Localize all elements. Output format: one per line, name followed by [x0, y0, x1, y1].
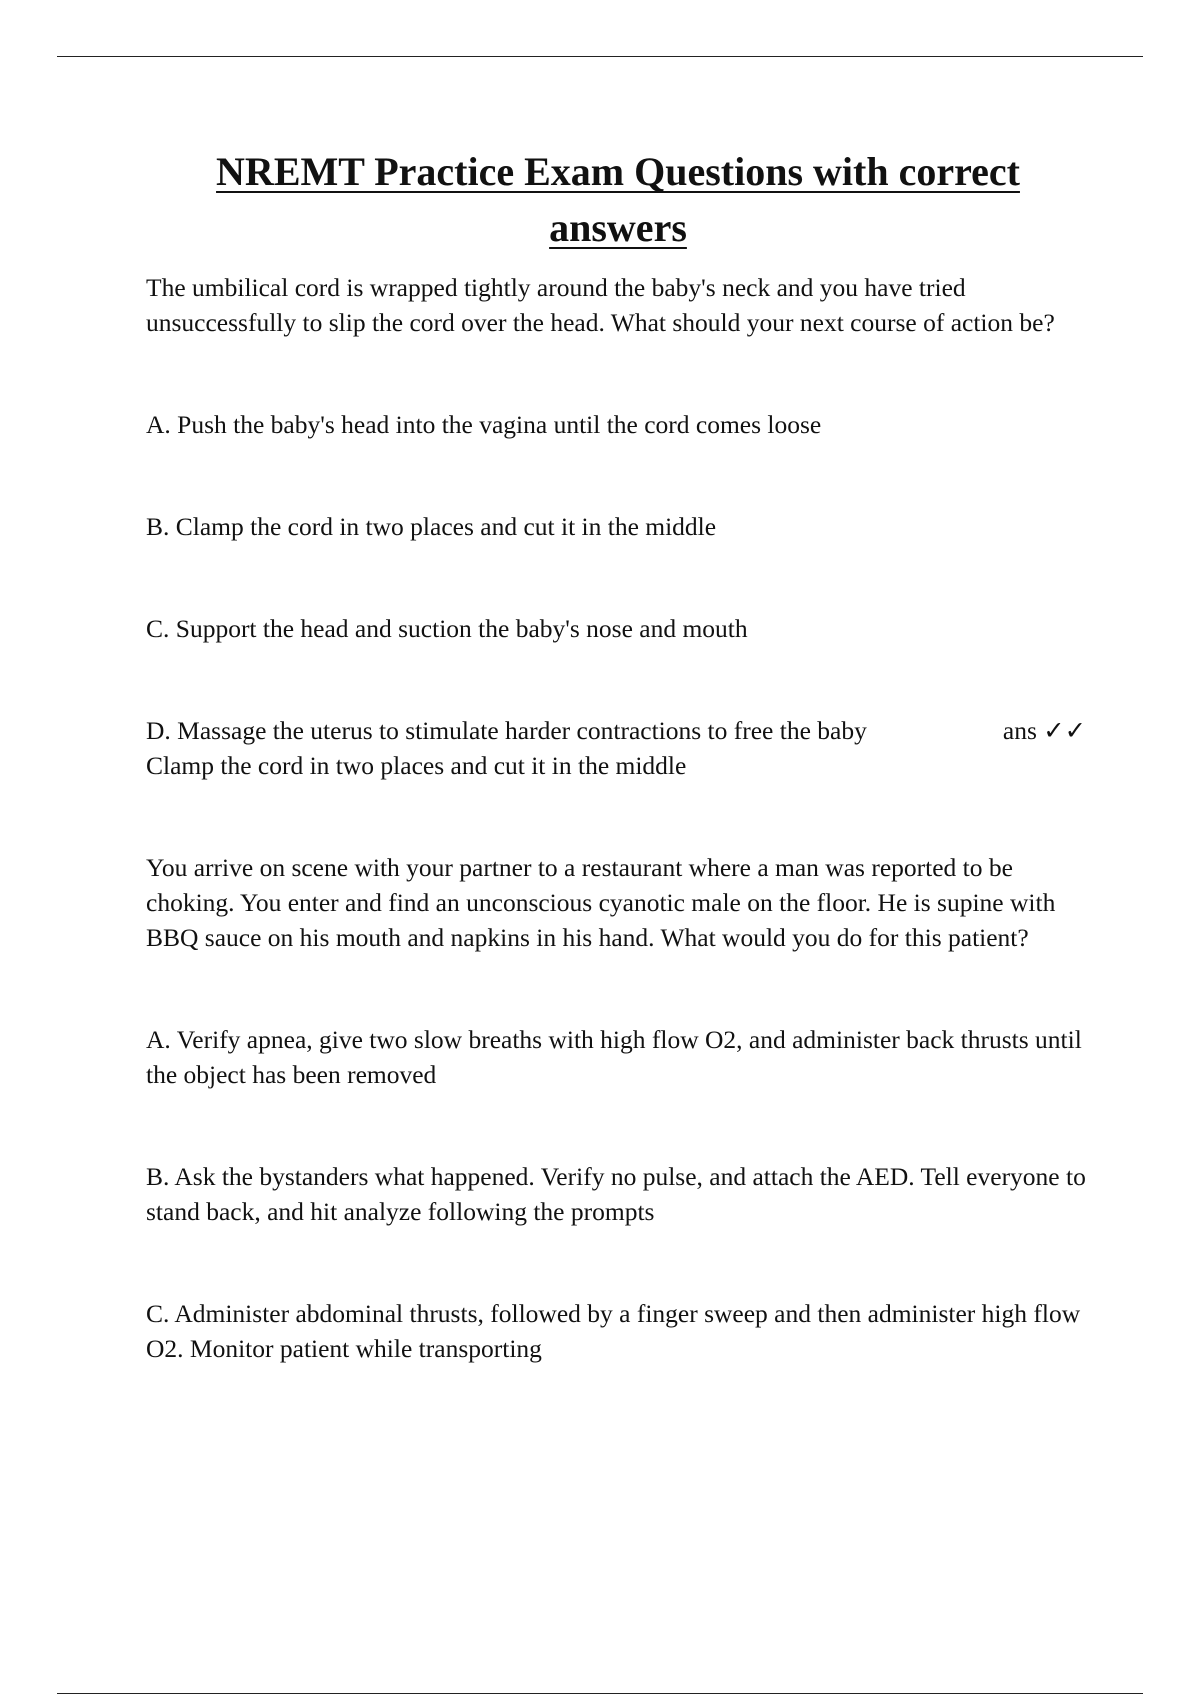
- option-b: B. Clamp the cord in two places and cut it in the middle: [146, 512, 717, 541]
- option-c: C. Support the head and suction the baby's nose and mouth: [146, 614, 748, 643]
- question-prompt: You arrive on scene with your partner to a restaurant where a man was reported to be choking. You enter and find an unconscious cyanotic male on the floor. He is supine with BBQ sauce on his mouth and napkins in his hand. What would you do for this patient?: [146, 853, 1056, 952]
- title-line-1: NREMT Practice Exam Questions with correct: [216, 149, 1020, 194]
- option-d: D. Massage the uterus to stimulate harder contractions to free the baby: [146, 716, 867, 745]
- document-body: [146, 270, 1086, 1366]
- answer-marker: ans ✓✓: [1002, 716, 1086, 745]
- option-d-with-answer: [146, 713, 1086, 783]
- option-a: A. Push the baby's head into the vagina until the cord comes loose: [146, 410, 822, 439]
- option-c: C. Administer abdominal thrusts, followed by a finger sweep and then administer high flow O2. Monitor patient while transporting: [146, 1299, 1081, 1363]
- top-rule: [57, 56, 1143, 57]
- page-title: [0, 144, 1200, 256]
- option-a: A. Verify apnea, give two slow breaths with high flow O2, and administer back thrusts until the object has been removed: [146, 1025, 1082, 1089]
- title-line-2: answers: [549, 205, 687, 250]
- question-prompt: The umbilical cord is wrapped tightly around the baby's neck and you have tried unsuccessfully to slip the cord over the head. What should your next course of action be?: [146, 273, 1055, 337]
- answer-text: Clamp the cord in two places and cut it in the middle: [146, 751, 687, 780]
- bottom-rule: [57, 1693, 1143, 1694]
- option-b: B. Ask the bystanders what happened. Verify no pulse, and attach the AED. Tell everyone to stand back, and hit analyze following the prompts: [146, 1162, 1086, 1226]
- question-2: [146, 850, 1086, 1366]
- question-1: [146, 270, 1086, 783]
